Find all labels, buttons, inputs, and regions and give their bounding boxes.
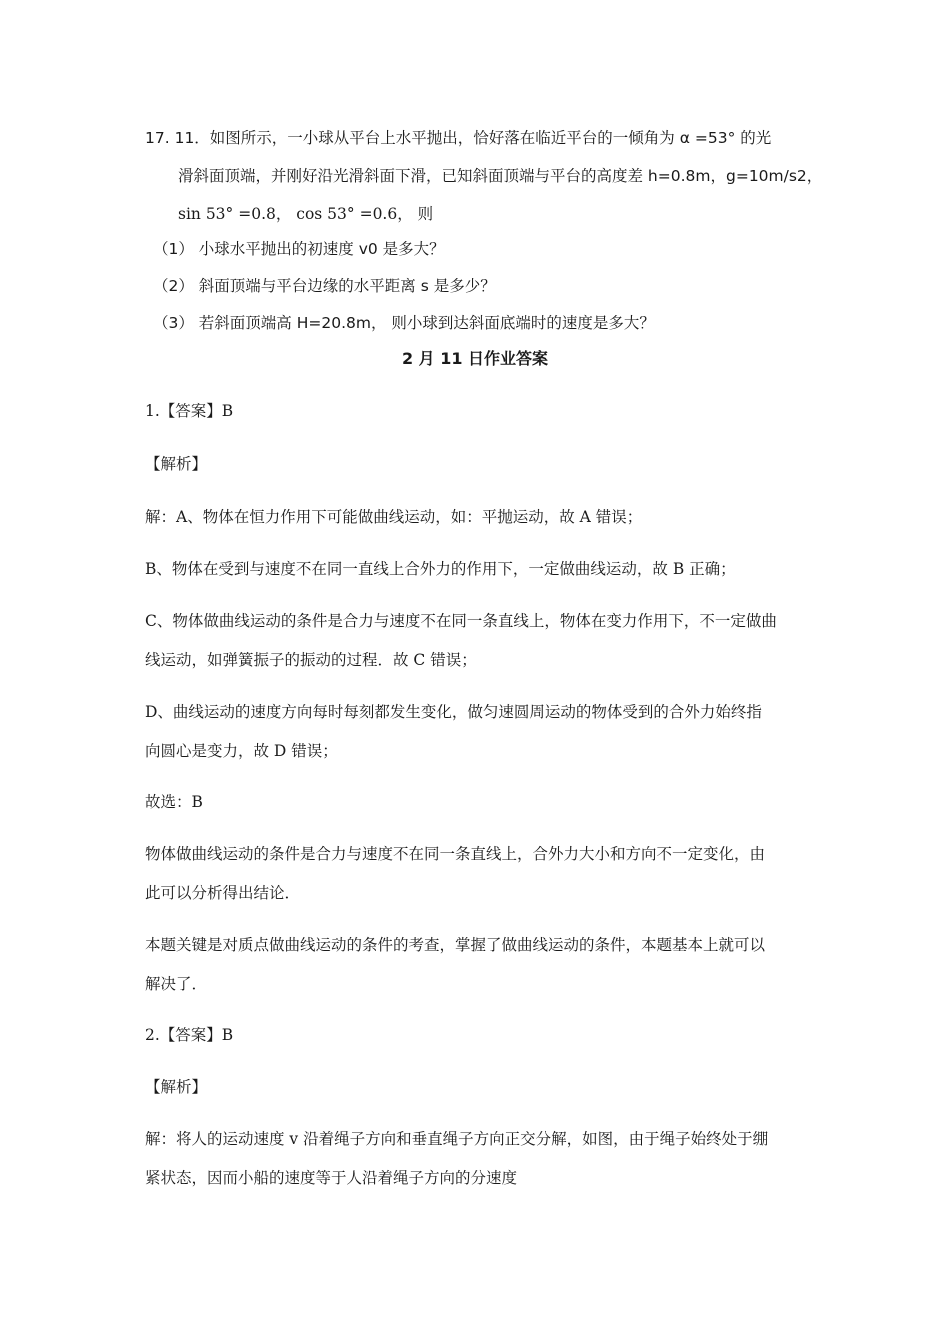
q17-subquestion-3: （3） 若斜面顶端高 H=20.8m， 则小球到达斜面底端时的速度是多大？ (153, 314, 655, 332)
answer-1-option-d-line-2: 向圆心是变力，故 D 错误； (145, 742, 338, 760)
answer-2-analysis-label: 【解析】 (145, 1078, 208, 1096)
answer-1-key-line-1: 本题关键是对质点做曲线运动的条件的考查，掌握了做曲线运动的条件，本题基本上就可以 (145, 936, 766, 954)
answer-1-option-c-line-2: 线运动，如弹簧振子的振动的过程．故 C 错误； (145, 651, 477, 669)
answer-1-label: 1.【答案】B (145, 402, 234, 420)
answer-1-option-d-line-1: D、曲线运动的速度方向每时每刻都发生变化，做匀速圆周运动的物体受到的合外力始终指 (145, 703, 762, 721)
q17-subquestion-1: （1） 小球水平抛出的初速度 v0 是多大？ (153, 240, 445, 258)
q17-subquestion-2: （2） 斜面顶端与平台边缘的水平距离 s 是多少？ (153, 277, 496, 295)
answer-1-summary-line-1: 物体做曲线运动的条件是合力与速度不在同一条直线上，合外力大小和方向不一定变化，由 (145, 845, 766, 863)
answer-1-choice: 故选：B (145, 793, 203, 811)
answer-2-line-2: 紧状态，因而小船的速度等于人沿着绳子方向的分速度 (145, 1169, 518, 1187)
answer-1-option-c-line-1: C、物体做曲线运动的条件是合力与速度不在同一条直线上，物体在变力作用下，不一定做曲 (145, 612, 777, 630)
answer-1-option-a: 解：A、物体在恒力作用下可能做曲线运动，如：平抛运动，故 A 错误； (145, 508, 643, 526)
answer-1-key-line-2: 解决了． (145, 975, 208, 993)
answer-1-analysis-label: 【解析】 (145, 455, 208, 473)
answer-2-line-1: 解：将人的运动速度 v 沿着绳子方向和垂直绳子方向正交分解，如图，由于绳子始终处于绷 (145, 1130, 769, 1148)
answers-title: 2 月 11 日作业答案 (401, 349, 549, 368)
q17-line-3: sin 53° =0.8， cos 53° =0.6， 则 (178, 205, 434, 223)
q17-line-1: 17. 11．如图所示，一小球从平台上水平抛出，恰好落在临近平台的一倾角为 α =53° 的光 (145, 129, 772, 147)
q17-line-2: 滑斜面顶端，并刚好沿光滑斜面下滑，已知斜面顶端与平台的高度差 h=0.8m，g=10m/s2， (178, 167, 823, 185)
answer-2-label: 2.【答案】B (145, 1026, 234, 1044)
answer-1-option-b: B、物体在受到与速度不在同一直线上合外力的作用下，一定做曲线运动，故 B 正确； (145, 560, 736, 578)
answer-1-summary-line-2: 此可以分析得出结论． (145, 884, 301, 902)
